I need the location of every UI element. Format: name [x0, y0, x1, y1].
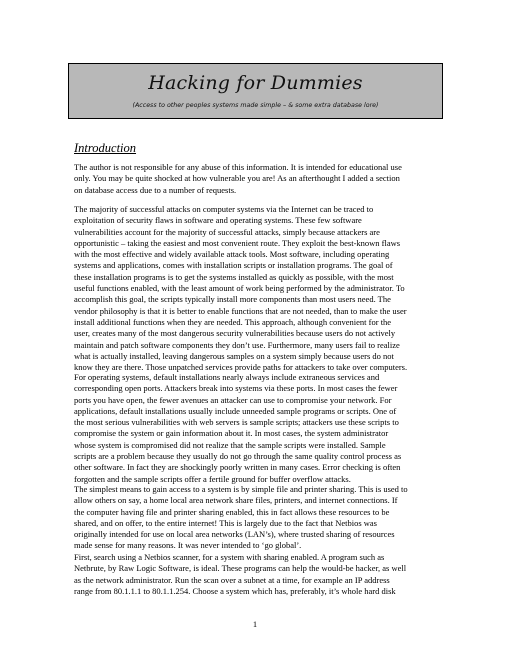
paragraph-line: vulnerabilities account for the majority of successful attacks, simply because attackers are: [74, 226, 380, 237]
paragraph-line: The author is not responsible for any abuse of this information. It is intended for educational use: [74, 162, 402, 172]
paragraph-line: with the most effective and widely available attack tools. Most software, including operating: [74, 249, 390, 260]
document-title: Hacking for Dummies: [148, 72, 363, 94]
paragraph-line: whose system is compromised did not realize that the sample scripts were installed. Sample: [74, 439, 386, 450]
paragraph-line: other software. In fact they are shockingly poorly written in many cases. Error checking is often: [74, 462, 401, 473]
title-banner: [68, 63, 443, 119]
section-heading-introduction: Introduction: [74, 141, 137, 155]
paragraph-line: range from 80.1.1.1 to 80.1.1.254. Choose a system which has, preferably, it’s whole hard disk: [74, 585, 396, 596]
paragraph-line: vendor philosophy is that it is better to enable functions that are not needed, than to make the user: [74, 305, 407, 316]
paragraph-line: maintain and patch software components they don’t use. Furthermore, many users fail to realize: [74, 339, 400, 350]
paragraph-line: the computer having file and printer sharing enabled, this in fact allows these resources to be: [74, 506, 390, 517]
paragraph-line: originally intended for use on local area networks (LAN’s), where trusted sharing of resources: [74, 529, 395, 540]
paragraph-3: [74, 372, 446, 485]
paragraph-line: Netbrute, by Raw Logic Software, is ideal. These programs can help the would-be hacker, as well: [74, 563, 407, 574]
document-subtitle: (Access to other peoples systems made simple – & some extra database lore): [132, 102, 379, 109]
paragraph-4: [74, 484, 446, 552]
paragraph-line: useful functions enabled, with the least amount of work being performed by the administrator. To: [74, 283, 405, 294]
paragraph-line: on database access due to a number of requests.: [74, 184, 237, 195]
paragraph-1: [74, 162, 446, 196]
paragraph-line: the most serious vulnerabilities with web servers is sample scripts; attackers use these scripts to: [74, 417, 399, 428]
paragraph-line: only. You may be quite shocked at how vulnerable you are! As an afterthought I added a section: [74, 173, 400, 184]
paragraph-line: what is actually installed, leaving dangerous samples on a system simply because users do not: [74, 350, 394, 361]
paragraph-line: made sense for many reasons. It was never intended to ‘go global’.: [74, 540, 302, 551]
paragraph-line: these installation programs is to get the systems installed as quickly as possible, with the most: [74, 271, 394, 282]
paragraph-line: opportunistic – taking the easiest and most convenient route. They exploit the best-known flaws: [74, 237, 401, 248]
paragraph-line: forgotten and the sample scripts offer a fertile ground for buffer overflow attacks.: [74, 473, 351, 484]
paragraph-line: First, search using a Netbios scanner, for a system with sharing enabled. A program such as: [74, 552, 385, 562]
paragraph-line: corresponding open ports. Attackers break into systems via these ports. In most cases the fewer: [74, 383, 398, 394]
paragraph-line: compromise the system or gain information about it. In most cases, the system administrator: [74, 428, 389, 439]
paragraph-line: ports you have open, the fewer avenues an attacker can use to compromise your network. For: [74, 394, 392, 405]
paragraph-5: [74, 552, 446, 597]
paragraph-line: user, creates many of the most dangerous security vulnerabilities because users do not actively: [74, 328, 396, 339]
paragraph-line: The simplest means to gain access to a system is by simple file and printer sharing. This is used to: [74, 484, 408, 494]
page-number: 1: [252, 619, 258, 629]
paragraph-line: accomplish this goal, the scripts typically install more components than most users need. The: [74, 294, 391, 305]
paragraph-line: systems and applications, comes with installation scripts or installation programs. The goal of: [74, 260, 393, 271]
paragraph-line: know they are there. Those unpatched services provide paths for attackers to take over computers.: [74, 362, 408, 373]
paragraph-line: The majority of successful attacks on computer systems via the Internet can be traced to: [74, 204, 374, 214]
paragraph-line: scripts are a problem because they usually do not go through the same quality control process as: [74, 451, 402, 462]
paragraph-line: For operating systems, default installations nearly always include extraneous services and: [74, 372, 380, 382]
paragraph-line: install additional functions when they are needed. This approach, although convenient for the: [74, 316, 392, 327]
paragraph-line: shared, and on offer, to the entire internet! This is largely due to the fact that Netbios was: [74, 517, 377, 528]
paragraph-line: allow others on say, a home local area network share files, printers, and internet connections. If: [74, 495, 398, 506]
paragraph-line: exploitation of security flaws in software and operating systems. These few software: [74, 215, 362, 226]
paragraph-line: as the network administrator. Run the scan over a subnet at a time, for example an IP address: [74, 574, 390, 585]
paragraph-2: [74, 204, 446, 373]
paragraph-line: applications, default installations usually include unneeded sample programs or scripts. One of: [74, 405, 397, 416]
